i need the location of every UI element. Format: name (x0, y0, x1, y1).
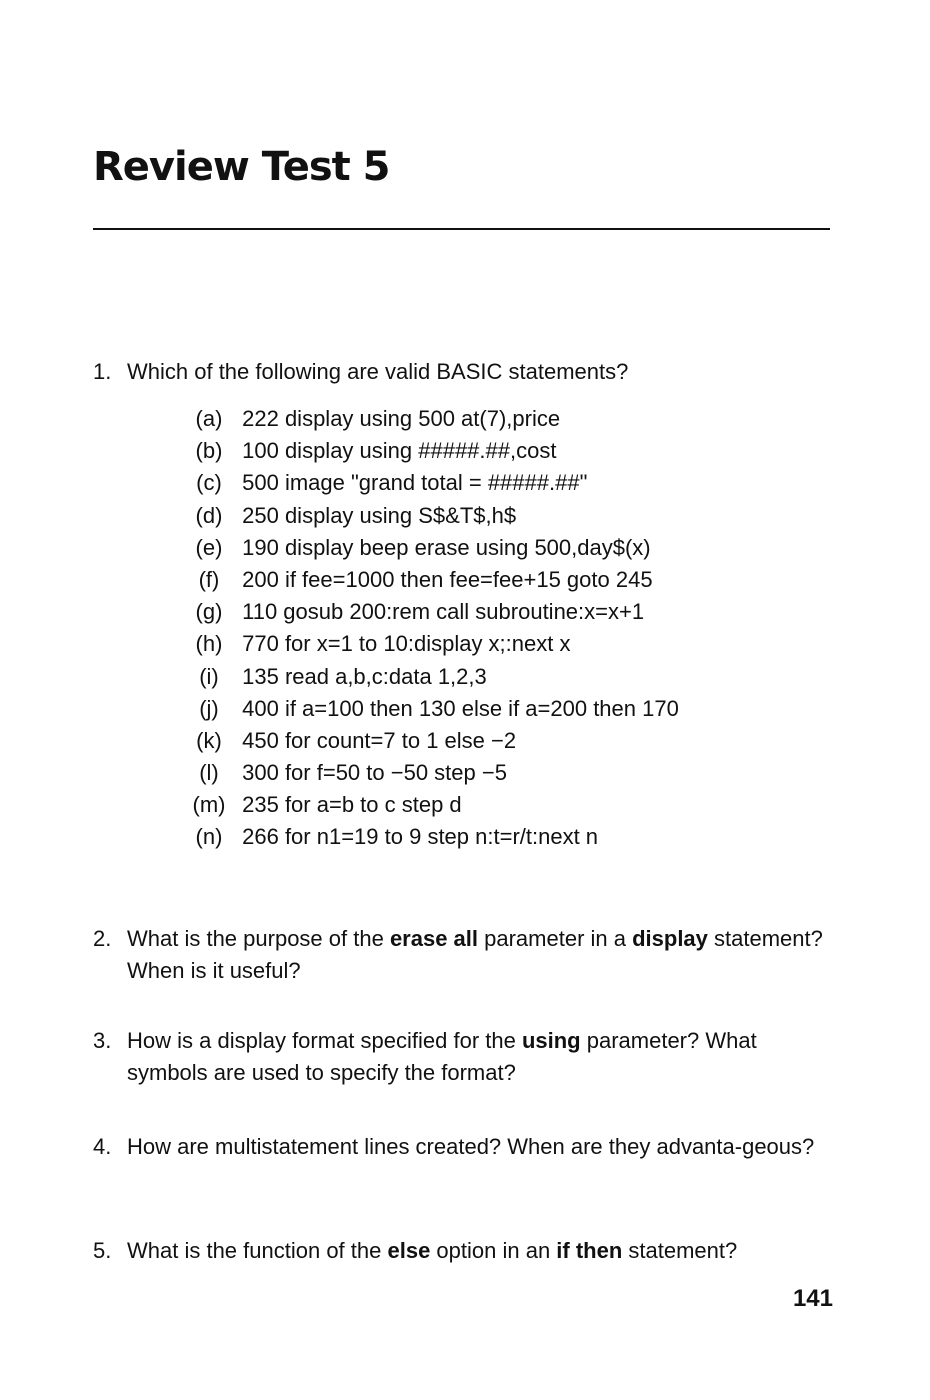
option-label: (i) (199, 663, 219, 689)
option-text: 135 read a,b,c:data 1,2,3 (242, 663, 487, 689)
option-label: (l) (199, 760, 219, 786)
option-text: 110 gosub 200:rem call subroutine:x=x+1 (242, 599, 645, 625)
question-5-text (127, 1235, 838, 1267)
keyword-else: else (387, 1238, 431, 1263)
option-label: (d) (195, 502, 223, 528)
question-3-text (127, 1025, 838, 1089)
option-label: (g) (195, 599, 223, 625)
option-h (182, 628, 679, 660)
option-text: 190 display beep erase using 500,day$(x) (242, 534, 651, 560)
option-b (182, 435, 679, 467)
option-text: 100 display using #####.##,cost (242, 438, 557, 464)
option-label: (k) (196, 727, 222, 753)
option-e (182, 532, 679, 564)
keyword-if-then: if then (556, 1238, 623, 1263)
question-5 (93, 1235, 838, 1267)
page-number: 141 (792, 1285, 833, 1312)
question-5-text-part: What is the function of the (127, 1238, 388, 1263)
option-label: (b) (195, 438, 223, 464)
option-label: (f) (198, 566, 220, 592)
option-i (182, 661, 679, 693)
question-4-number: 4. (93, 1134, 112, 1159)
option-a (182, 403, 679, 435)
option-text: 235 for a=b to c step d (242, 792, 462, 818)
option-text: 770 for x=1 to 10:display x;:next x (242, 631, 571, 657)
option-label: (e) (195, 534, 223, 560)
option-label: (h) (195, 631, 223, 657)
option-text: 400 if a=100 then 130 else if a=200 then 170 (242, 695, 679, 721)
option-text: 266 for n1=19 to 9 step n:t=r/t:next n (242, 824, 599, 850)
keyword-using: using (521, 1028, 581, 1053)
question-5-number: 5. (93, 1238, 112, 1263)
keyword-erase-all: erase all (389, 926, 479, 951)
option-text: 222 display using 500 at(7),price (242, 406, 561, 431)
option-k (182, 725, 679, 757)
option-f (182, 564, 679, 596)
question-2-text (127, 923, 838, 987)
question-2-text-part: parameter in a (478, 926, 633, 951)
option-m (182, 789, 679, 821)
option-label: (m) (192, 792, 226, 818)
option-d (182, 500, 679, 532)
question-4-text: How are multistatement lines created? When are they advanta-geous? (127, 1134, 815, 1159)
option-text: 300 for f=50 to −50 step −5 (242, 760, 507, 786)
option-label: (a) (195, 406, 223, 431)
question-1-text: Which of the following are valid BASIC statements? (127, 359, 629, 384)
question-1-options (182, 403, 679, 854)
option-c (182, 467, 679, 499)
question-2 (93, 923, 838, 987)
option-n (182, 821, 679, 853)
question-2-text-part: What is the purpose of the (127, 926, 390, 951)
question-1 (93, 356, 838, 388)
option-text: 200 if fee=1000 then fee=fee+15 goto 245 (242, 566, 653, 592)
question-3 (93, 1025, 838, 1089)
question-5-text-part: statement? (622, 1238, 738, 1263)
keyword-display: display (632, 926, 708, 951)
question-3-number: 3. (93, 1028, 112, 1053)
question-1-number: 1. (93, 359, 112, 384)
option-text: 250 display using S$&T$,h$ (242, 502, 517, 528)
option-j (182, 693, 679, 725)
option-label: (n) (195, 824, 223, 850)
question-4 (93, 1131, 838, 1163)
question-2-number: 2. (93, 926, 112, 951)
question-3-text-part: How is a display format specified for the (127, 1028, 522, 1053)
option-text: 450 for count=7 to 1 else −2 (242, 727, 517, 753)
page-title: Review Test 5 (93, 144, 390, 190)
title-divider (93, 228, 830, 230)
option-g (182, 596, 679, 628)
question-5-text-part: option in an (430, 1238, 557, 1263)
question-3-text-part: parameter? What symbols are used to specify the format? (127, 1028, 757, 1085)
option-label: (j) (199, 695, 219, 721)
option-l (182, 757, 679, 789)
option-label: (c) (196, 470, 222, 496)
option-text: 500 image "grand total = #####.##" (242, 470, 588, 496)
question-2-text-part: statement? When is it useful? (127, 926, 823, 983)
